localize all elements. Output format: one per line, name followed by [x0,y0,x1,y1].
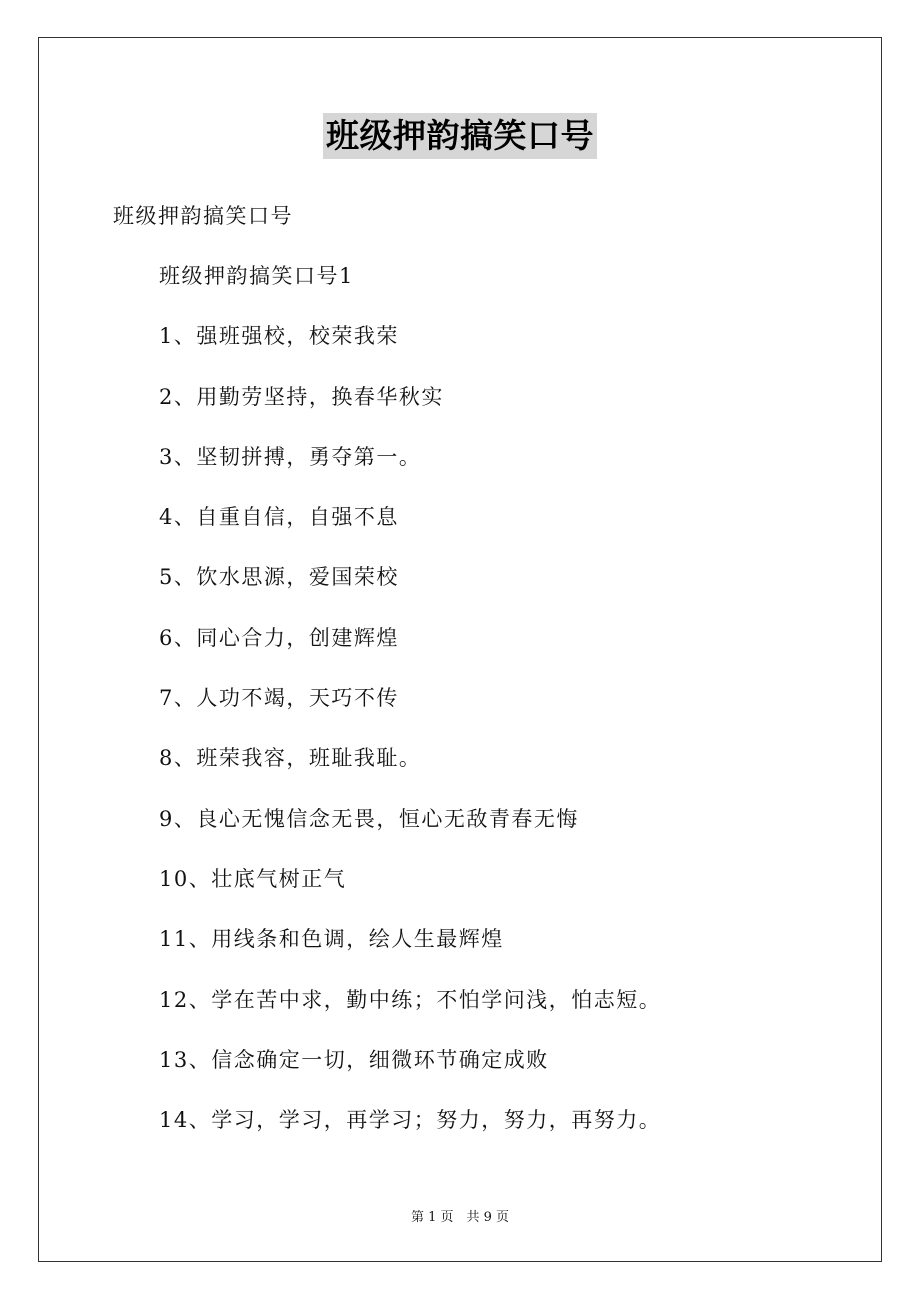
slogan-item: 3、坚韧拼搏，勇夺第一。 [159,444,422,469]
slogan-item: 1、强班强校，校荣我荣 [159,324,399,349]
slogan-item: 11、用线条和色调，绘人生最辉煌 [159,927,504,952]
slogan-item: 14、学习，学习，再学习；努力，努力，再努力。 [159,1108,662,1133]
document-page [38,37,882,1262]
slogan-item: 4、自重自信，自强不息 [159,505,399,530]
slogan-item: 2、用勤劳坚持，换春华秋实 [159,384,444,409]
slogan-item: 5、饮水思源，爱国荣校 [159,565,399,590]
document-subtitle: 班级押韵搞笑口号 [113,204,293,228]
slogan-list [159,262,661,1166]
title-container [39,113,881,159]
slogan-item: 6、同心合力，创建辉煌 [159,625,399,650]
slogan-item: 12、学在苦中求，勤中练；不怕学问浅，怕志短。 [159,987,662,1012]
slogan-item: 13、信念确定一切，细微环节确定成败 [159,1047,549,1072]
page-footer: 第 1 页 共 9 页 [410,1210,510,1225]
document-title: 班级押韵搞笑口号 [323,113,597,159]
slogan-item: 8、班荣我容，班耻我耻。 [159,746,422,771]
slogan-item: 10、壮底气树正气 [159,866,347,891]
section-heading: 班级押韵搞笑口号1 [159,264,354,288]
slogan-item: 7、人功不竭，天巧不传 [159,686,399,711]
slogan-item: 9、良心无愧信念无畏，恒心无敌青春无悔 [159,806,579,831]
